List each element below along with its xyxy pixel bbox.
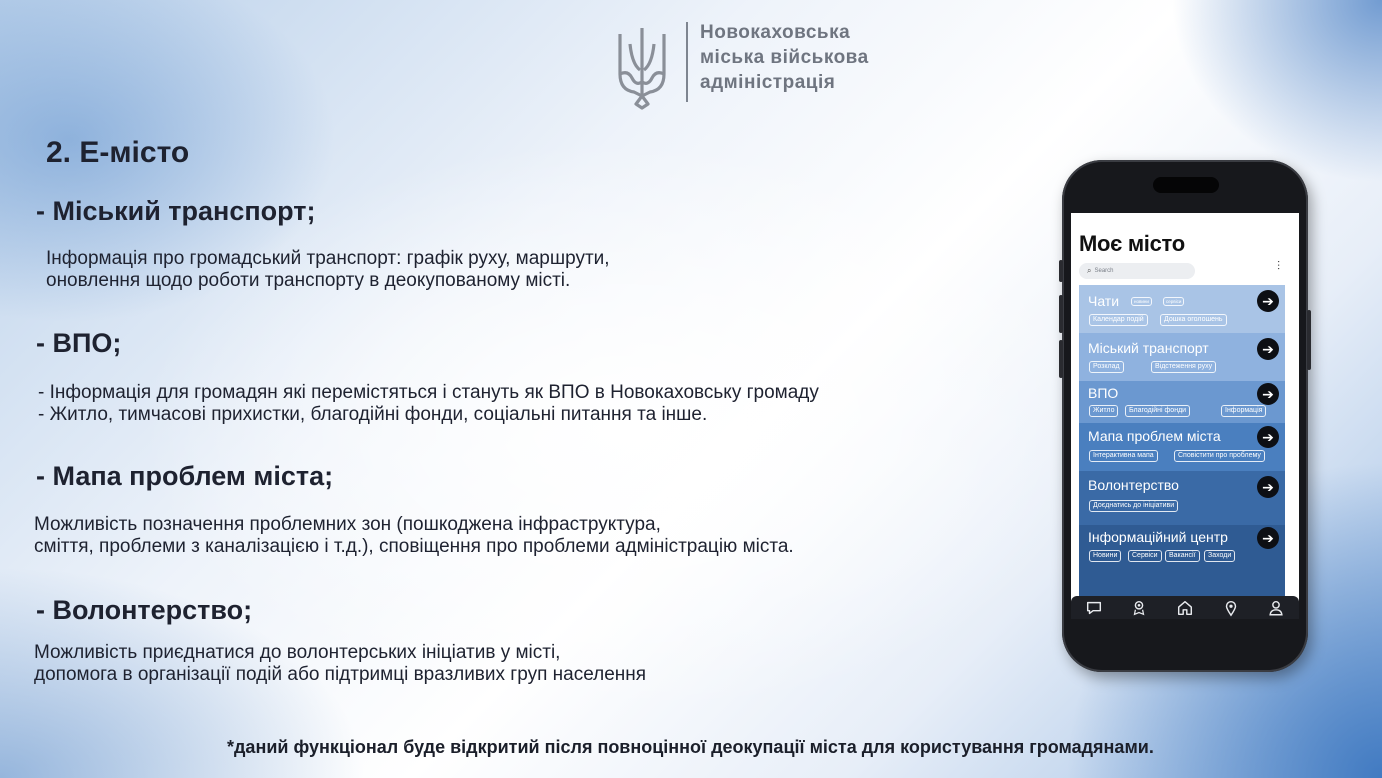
menu-tag[interactable]: Розклад [1089,361,1124,373]
section-text-vpo-1: - Інформація для громадян які перемістяться і стануть як ВПО в Новокаховську громаду [38,382,819,403]
menu-item-label: Чати [1088,293,1120,309]
org-line-1: Новокаховська [700,22,851,43]
arrow-right-icon[interactable]: ➔ [1257,290,1279,312]
menu-item-info-center[interactable] [1079,525,1285,597]
arrow-right-icon[interactable]: ➔ [1257,527,1279,549]
menu-item-chats[interactable] [1079,285,1285,333]
section-text-transport-2: оновлення щодо роботи транспорту в деокупованому місті. [46,270,571,291]
section-heading-transport: - Міський транспорт; [36,196,316,226]
header [614,18,869,110]
bottom-nav-bar [1071,596,1299,619]
organization-name [700,20,869,95]
app-title: Моє місто [1079,231,1185,256]
section-text-volunteering-2: допомога в організації подій або підтримці вразливих груп населення [34,664,647,685]
phone-side-button [1059,260,1063,282]
phone-power-button [1307,310,1311,370]
phone-screen [1071,213,1299,619]
menu-tag[interactable]: Доєднатись до ініціативи [1089,500,1178,512]
user-icon[interactable] [1267,599,1285,617]
phone-mockup [1062,160,1308,672]
menu-tag[interactable]: Дошка оголошень [1160,314,1227,326]
menu-item-problem-map[interactable] [1079,423,1285,471]
arrow-right-icon[interactable]: ➔ [1257,426,1279,448]
slide-title: 2. Е-місто [46,136,190,169]
phone-volume-up-button [1059,295,1063,333]
chat-icon[interactable] [1085,599,1103,617]
arrow-right-icon[interactable]: ➔ [1257,338,1279,360]
menu-tag[interactable]: Сервіси [1128,550,1162,562]
menu-tag[interactable]: Відстеження руху [1151,361,1216,373]
section-heading-vpo: - ВПО; [36,328,122,358]
section-heading-volunteering: - Волонтерство; [36,595,253,625]
home-icon[interactable] [1176,599,1194,617]
trident-icon [614,24,670,110]
location-badge-icon[interactable] [1130,599,1148,617]
menu-item-volunteering[interactable] [1079,471,1285,525]
menu-item-label: Мапа проблем міста [1088,428,1221,444]
menu-item-label: Міський транспорт [1088,340,1209,356]
section-heading-problem-map: - Мапа проблем міста; [36,461,334,491]
search-placeholder: Search [1094,268,1114,274]
menu-item-label: ВПО [1088,385,1119,401]
menu-mini-tag: сервіси [1163,297,1184,306]
menu-tag[interactable]: Благодійні фонди [1125,405,1190,417]
org-line-2: міська військова [700,47,869,68]
arrow-right-icon[interactable]: ➔ [1257,476,1279,498]
app-menu [1079,285,1285,597]
map-pin-icon[interactable] [1222,599,1240,617]
search-icon: ⌕ [1087,266,1092,275]
section-text-vpo-2: - Житло, тимчасові прихистки, благодійні фонди, соціальні питання та інше. [38,404,708,425]
menu-tag[interactable]: Календар подій [1089,314,1148,326]
menu-tag[interactable]: Новини [1089,550,1121,562]
menu-tag[interactable]: Сповістити про проблему [1174,450,1265,462]
phone-dynamic-island [1153,177,1219,193]
section-text-transport-1: Інформація про громадський транспорт: графік руху, маршрути, [46,248,610,269]
org-line-3: адміністрація [700,72,836,93]
menu-item-label: Волонтерство [1088,477,1179,493]
menu-mini-tag: новини [1131,297,1152,306]
menu-item-vpo[interactable] [1079,381,1285,423]
menu-tag[interactable]: Вакансії [1165,550,1200,562]
phone-volume-down-button [1059,340,1063,378]
menu-tag[interactable]: Інформація [1221,405,1266,417]
menu-tag[interactable]: Інтерактивна мапа [1089,450,1158,462]
filter-settings-icon[interactable]: ⫶ [1277,259,1281,273]
menu-item-label: Інформаційний центр [1088,529,1228,545]
menu-tag[interactable]: Заходи [1204,550,1235,562]
footnote: *даний функціонал буде відкритий після повноцінної деокупації міста для користування громадянами. [227,737,1154,757]
arrow-right-icon[interactable]: ➔ [1257,383,1279,405]
menu-item-city-transport[interactable] [1079,333,1285,381]
section-text-volunteering-1: Можливість приєднатися до волонтерських ініціатив у місті, [34,642,561,663]
menu-tag[interactable]: Житло [1089,405,1118,417]
header-divider [686,22,688,102]
search-input[interactable] [1079,263,1195,279]
section-text-problem-map-1: Можливість позначення проблемних зон (пошкоджена інфраструктура, [34,514,661,535]
section-text-problem-map-2: сміття, проблеми з каналізацією і т.д.), сповіщення про проблеми адміністрацію міста. [34,536,794,557]
